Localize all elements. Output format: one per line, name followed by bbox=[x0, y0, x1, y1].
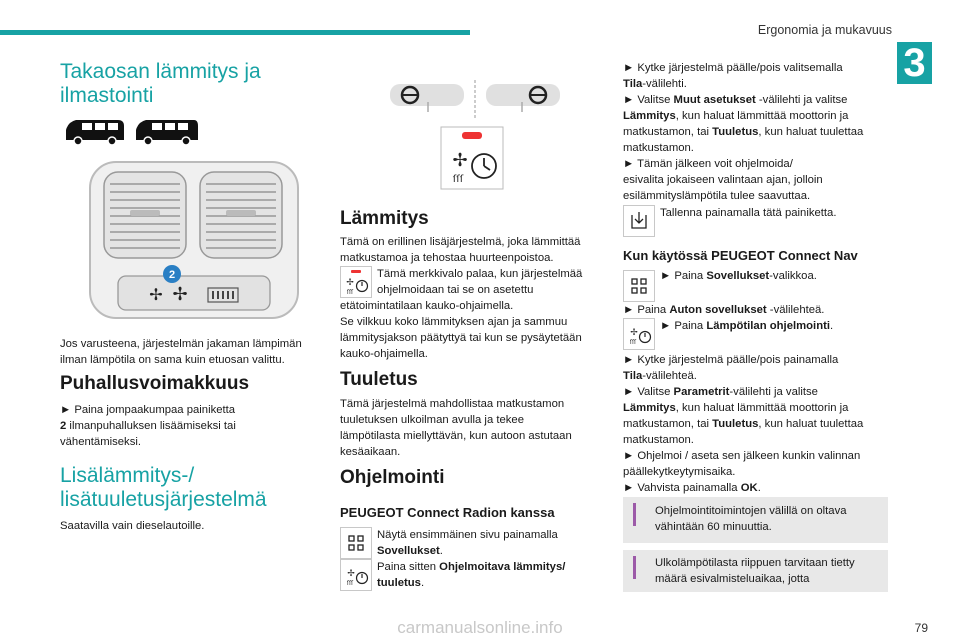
info-note-2: Ulkolämpötilasta riippuen tarvitaan tietty määrä esivalmisteluaikaa, jotta bbox=[623, 550, 888, 592]
rear-vent-illustration bbox=[88, 160, 300, 320]
watermark: carmanualsonline.info bbox=[397, 618, 563, 637]
van-long-icon bbox=[136, 120, 198, 145]
heater-timer-small-icon bbox=[340, 266, 372, 298]
svg-text:✢: ✢ bbox=[172, 284, 188, 305]
callout-number-2: 2 bbox=[168, 269, 176, 281]
svg-text:✢: ✢ bbox=[347, 569, 355, 579]
heading-heating: Lämmitys bbox=[340, 208, 429, 229]
intro-text: Jos varusteena, järjestelmän jakaman lämpimän ilman lämpötila on sama kuin etuosan valittu. bbox=[60, 338, 302, 366]
save-text: Tallenna painamalla tätä painiketta. bbox=[660, 207, 837, 219]
driving-side-icons bbox=[388, 80, 562, 120]
nav-step-3: ► Paina Lämpötilan ohjelmointi. bbox=[660, 320, 834, 332]
svg-text:✢: ✢ bbox=[630, 328, 638, 338]
info-note-1: Ohjelmointitoimintojen välillä on oltava vähintään 60 minuuttia. bbox=[623, 497, 888, 543]
chapter-badge: 3 bbox=[897, 42, 932, 84]
nav-step-2: ► Paina Auton sovellukset -välilehteä. bbox=[623, 304, 825, 316]
heading-ventilation: Tuuletus bbox=[340, 369, 418, 390]
chapter-title: Ergonomia ja mukavuus bbox=[757, 23, 892, 37]
heater-timer-button-icon bbox=[340, 559, 372, 591]
svg-text:✢: ✢ bbox=[149, 285, 163, 304]
svg-text:ſſſ: ſſſ bbox=[629, 339, 637, 346]
header-accent-bar bbox=[0, 30, 470, 35]
heater-timer-indicator-icon bbox=[440, 126, 504, 190]
aux-availability-note: Saatavilla vain dieselautoille. bbox=[60, 520, 205, 532]
heading-connect-nav: Kun käytössä PEUGEOT Connect Nav bbox=[623, 248, 858, 263]
ventilation-text: Tämä järjestelmä mahdollistaa matkustamon tuuletuksen ulkoilman avulla ja tekee lämpötilasta miellyttävän, kun autoon astutaan kesäaikaan. bbox=[340, 398, 572, 458]
heading-fan-speed: Puhallusvoimakkuus bbox=[60, 373, 250, 394]
save-icon bbox=[623, 205, 655, 237]
radio-steps-continued: ► Kytke järjestelmä päälle/pois valitsemalla Tila-välilehti. ► Valitse Muut asetukset -välilehti ja valitse Lämmitys, kun haluat lämmittää moottorin ja matkustamon, tai Tuuletus, kun haluat tuulettaa matkustamon. ► Tämän jälkeen voit ohjelmoida/ esivalita jokaiseen valintaan ajan, jolloin esilämmityslämpötila tulee saavuttaa. bbox=[623, 62, 864, 202]
heating-indicator-text: Tämä merkkivalo palaa, kun järjestelmää ohjelmoidaan tai se on asetettu bbox=[377, 268, 583, 296]
van-short-icon bbox=[66, 120, 124, 145]
section-title-aux-heating: Lisälämmitys-/ lisätuuletusjärjestelmä bbox=[60, 464, 267, 511]
apps-grid-icon bbox=[340, 527, 372, 559]
svg-text:ſſſ: ſſſ bbox=[452, 174, 464, 185]
heating-text: Tämä on erillinen lisäjärjestelmä, joka lämmittää matkustamoa ja tehostaa huurteenpoistoa. bbox=[340, 236, 581, 264]
svg-text:ſſſ: ſſſ bbox=[346, 289, 354, 296]
fan-speed-text: ► Paina jompaakumpaa painiketta 2 ilmanpuhalluksen lisäämiseksi tai vähentämiseksi. bbox=[60, 404, 236, 448]
nav-steps-continued: ► Kytke järjestelmä päälle/pois painamalla Tila-välilehteä. ► Valitse Parametrit-välilehti ja valitse Lämmitys, kun haluat lämmittää moottorin ja matkustamon, tai Tuuletus, kun haluat tuulettaa matkustamon. ► Ohjelmoi / aseta sen jälkeen kunkin valinnan päällekytkeytymisaika. ► Vahvista painamalla OK. bbox=[623, 354, 864, 494]
radio-steps-text: Näytä ensimmäinen sivu painamalla Sovellukset. Paina sitten Ohjelmoitava lämmitys/ tuuletus. bbox=[377, 529, 566, 589]
page-number: 79 bbox=[914, 621, 928, 635]
nav-step-1: ► Paina Sovellukset-valikkoa. bbox=[660, 270, 817, 282]
svg-text:✢: ✢ bbox=[452, 150, 468, 171]
heating-text-continued: etätoimintatilaan kauko-ohjaimella. Se vilkkuu koko lämmityksen ajan ja sammuu lämmitysjakson päätyttyä tai kun se pysäytetään kauko-ohjaimella. bbox=[340, 300, 582, 360]
section-title-rear-heating: Takaosan lämmitys ja ilmastointi bbox=[60, 60, 261, 107]
heading-programming: Ohjelmointi bbox=[340, 467, 445, 488]
heater-timer-nav-icon bbox=[623, 318, 655, 350]
svg-text:✢: ✢ bbox=[346, 278, 354, 288]
svg-text:ſſſ: ſſſ bbox=[346, 580, 354, 587]
heading-connect-radio: PEUGEOT Connect Radion kanssa bbox=[340, 505, 555, 520]
van-icons bbox=[62, 116, 202, 148]
apps-grid-icon-nav bbox=[623, 270, 655, 302]
